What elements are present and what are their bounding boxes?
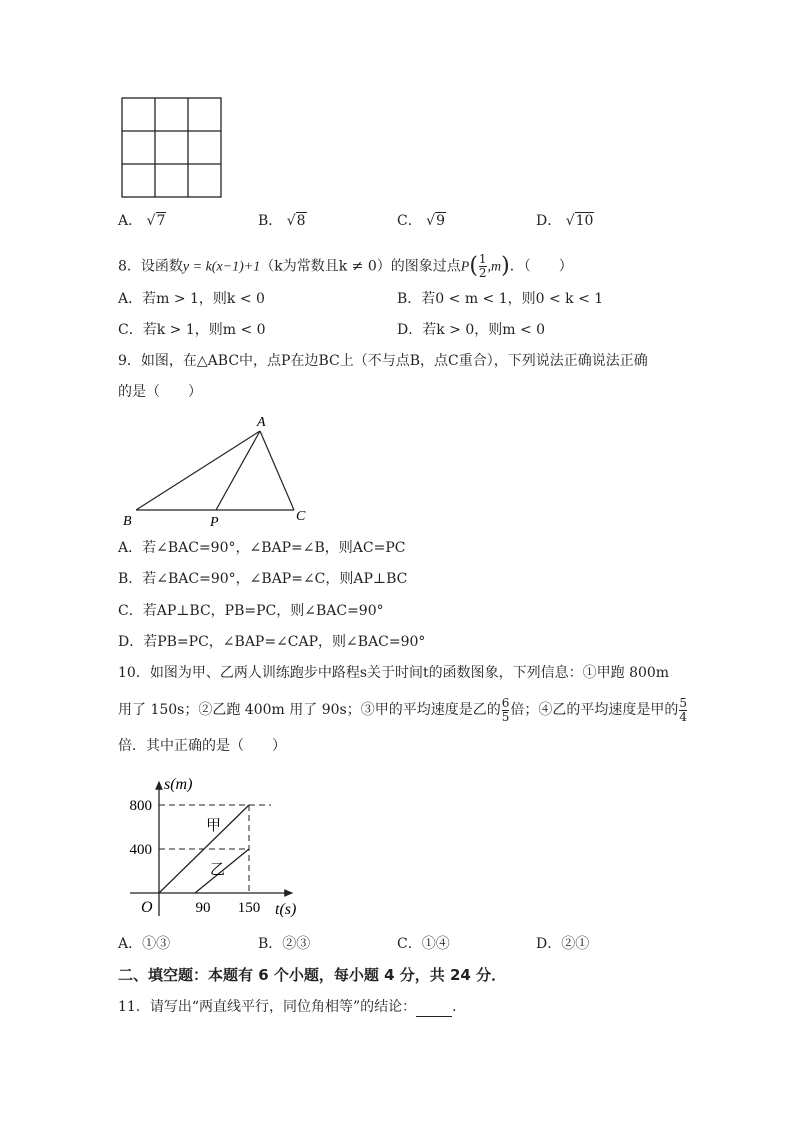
y-axis-label: s(m) xyxy=(164,776,193,793)
side-ac xyxy=(260,431,294,510)
q9-stem-line1: 9．如图，在△ABC中，点P在边BC上（不与点B，点C重合），下列说法正确说法正确 xyxy=(118,353,648,369)
x-axis-label: t(s) xyxy=(275,901,297,918)
q9-option-a[interactable]: A．若∠BAC=90°，∠BAP=∠B，则AC=PC xyxy=(118,540,406,556)
q8-option-d[interactable]: D．若k > 0，则m < 0 xyxy=(397,322,546,338)
q10-option-c[interactable]: C．①④ xyxy=(397,936,450,952)
q7-option-d[interactable]: D． √10 xyxy=(536,213,594,229)
q10-stem-line1: 10．如图为甲、乙两人训练跑步中路程s关于时间t的函数图象，下列信息：①甲跑 800m xyxy=(118,665,670,681)
q10-stem-line2: 用了 150s；②乙跑 400m 用了 90s；③甲的平均速度是乙的 $\frac{6}{5}$ 倍；④乙的平均速度是甲的 $\frac{5}{4}$ xyxy=(118,695,687,724)
vertex-b-label: B xyxy=(123,514,132,529)
vertex-a-label: A xyxy=(257,415,266,430)
origin-label: O xyxy=(141,899,153,916)
section-heading-fill-in: 二、填空题：本题有 6 个小题，每小题 4 分，共 24 分． xyxy=(118,966,507,984)
side-ab xyxy=(136,431,260,510)
q7-option-b[interactable]: B． √8 xyxy=(258,213,306,229)
y-tick-label: 400 xyxy=(129,842,152,858)
segment-ap xyxy=(216,431,260,510)
series-label-yi: 乙 xyxy=(210,862,226,878)
series-label-jia: 甲 xyxy=(206,818,222,834)
q8-option-c[interactable]: C．若k > 1，则m < 0 xyxy=(118,322,266,338)
grid-figure xyxy=(121,97,223,199)
distance-time-chart xyxy=(110,768,310,920)
q9-stem-line2: 的是（ ） xyxy=(118,384,202,400)
q7-option-a[interactable]: A． √7 xyxy=(118,213,166,229)
vertex-c-label: C xyxy=(296,509,306,524)
q8-option-a[interactable]: A．若m > 1，则k < 0 xyxy=(118,291,265,307)
q11-answer-blank[interactable] xyxy=(416,1002,452,1017)
q9-option-d[interactable]: D．若PB=PC，∠BAP=∠CAP，则∠BAC=90° xyxy=(118,634,426,650)
q9-option-b[interactable]: B．若∠BAC=90°，∠BAP=∠C，则AP⊥BC xyxy=(118,571,408,587)
triangle-figure xyxy=(115,410,315,532)
x-tick-label: 150 xyxy=(237,900,261,916)
q10-option-a[interactable]: A．①③ xyxy=(118,936,171,952)
q10-option-b[interactable]: B．②③ xyxy=(258,936,311,952)
q10-stem-line3: 倍．其中正确的是（ ） xyxy=(118,738,286,754)
q8-stem: 8．设函数y = k(x−1)+1（k为常数且k ≠ 0）的图象过点P( $\frac{1}{2}$ ,m)．（ ） xyxy=(118,252,573,280)
q9-option-c[interactable]: C．若AP⊥BC，PB=PC，则∠BAC=90° xyxy=(118,603,384,619)
q10-option-d[interactable]: D．②① xyxy=(536,936,590,952)
q7-option-c[interactable]: C． √9 xyxy=(397,213,446,229)
q8-option-b[interactable]: B．若0 < m < 1，则0 < k < 1 xyxy=(397,291,604,307)
x-tick-label: 90 xyxy=(195,900,211,916)
y-tick-label: 800 xyxy=(129,798,152,814)
point-p-label: P xyxy=(210,515,219,530)
q11-stem: 11．请写出“两直线平行，同位角相等”的结论： ． xyxy=(118,999,467,1015)
